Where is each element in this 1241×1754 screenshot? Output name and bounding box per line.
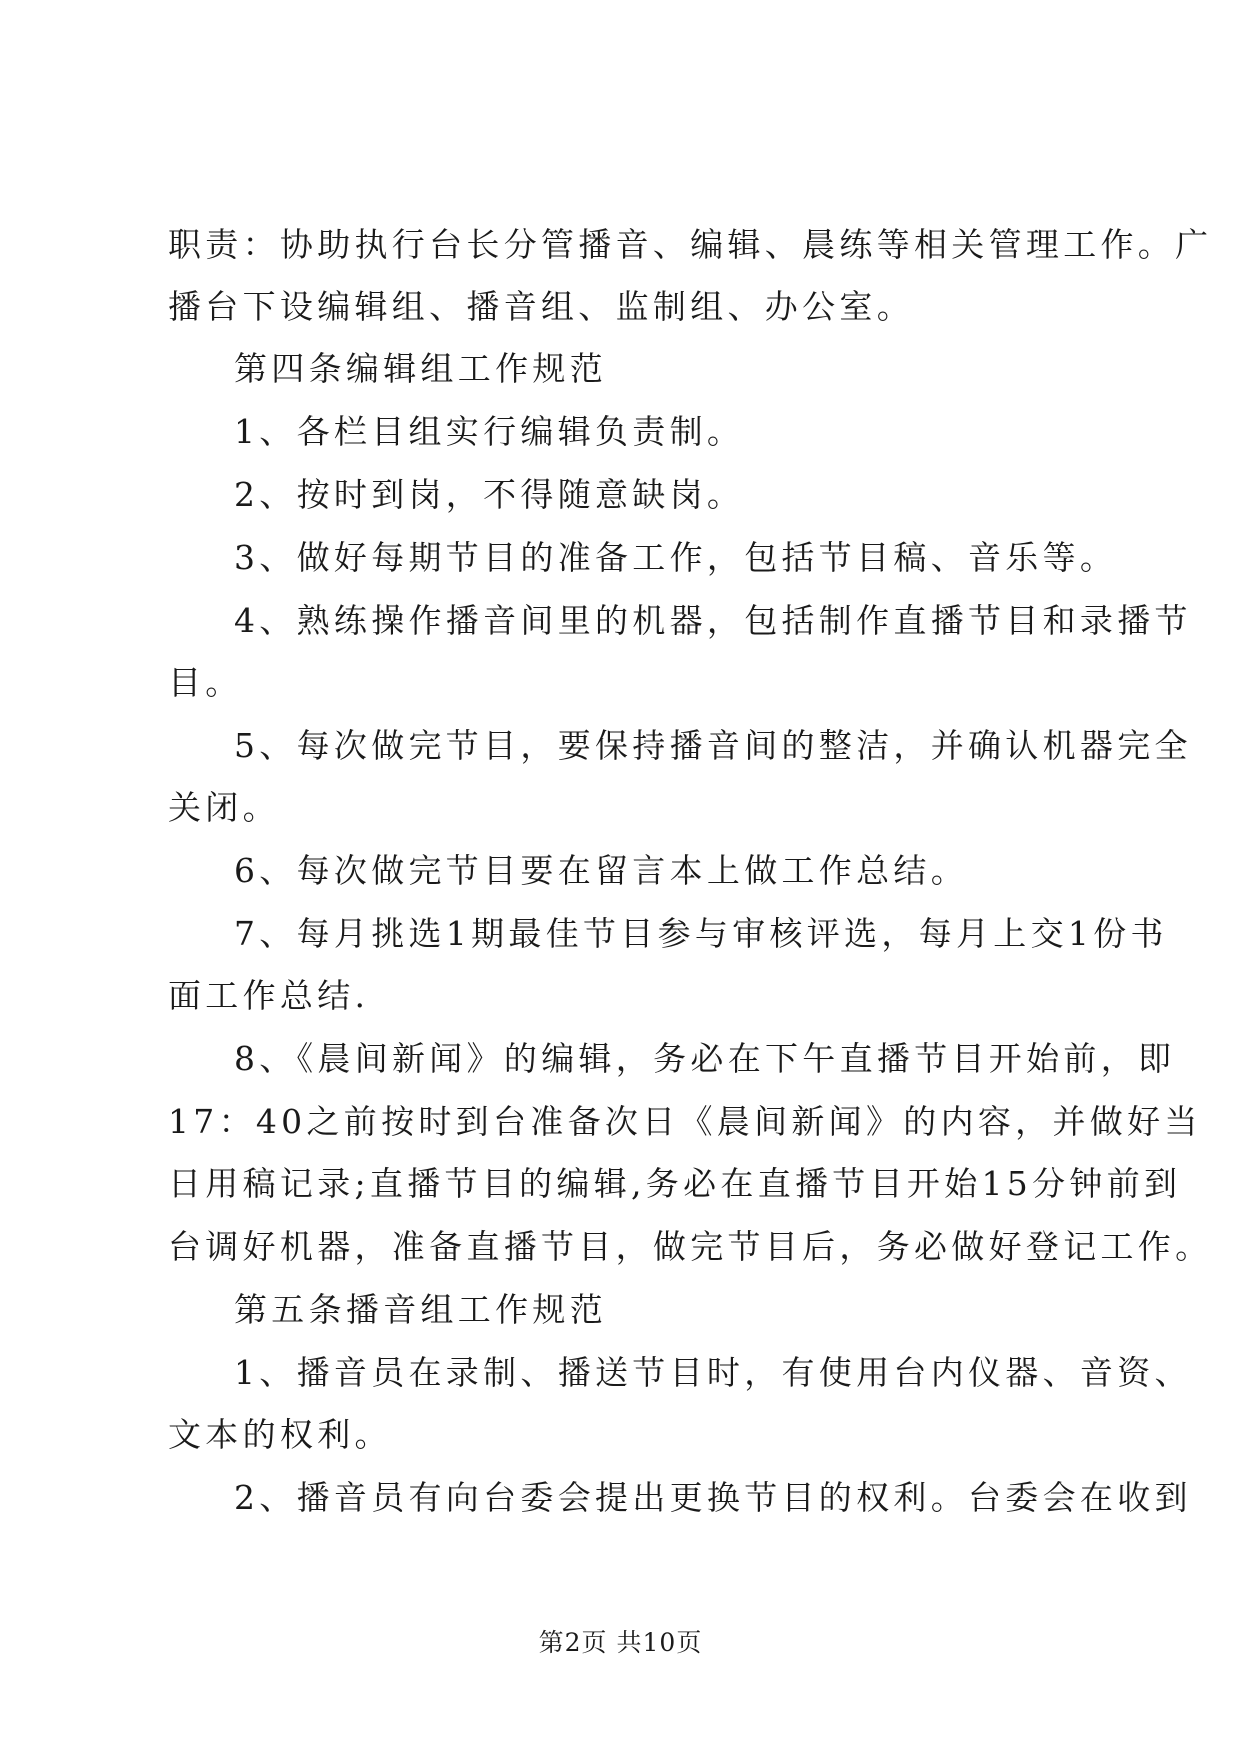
section-heading-article-4: 第四条编辑组工作规范	[234, 349, 607, 388]
body-text-line: 播台下设编辑组、播音组、监制组、办公室。	[168, 287, 914, 326]
body-text-line: 日用稿记录;直播节目的编辑,务必在直播节目开始15分钟前到	[168, 1164, 1182, 1203]
body-text-line: 关闭。	[168, 788, 280, 827]
section-heading-article-5: 第五条播音组工作规范	[234, 1290, 607, 1329]
body-text-line: 文本的权利。	[168, 1415, 392, 1454]
body-text-line: 17：40之前按时到台准备次日《晨间新闻》的内容，并做好当	[168, 1102, 1202, 1141]
body-text-line: 台调好机器，准备直播节目，做完节目后，务必做好登记工作。	[168, 1227, 1213, 1266]
list-item: 4、熟练操作播音间里的机器，包括制作直播节目和录播节	[234, 601, 1192, 640]
body-text-line: 职责：协助执行台长分管播音、编辑、晨练等相关管理工作。广	[168, 225, 1213, 264]
list-item: 1、播音员在录制、播送节目时，有使用台内仪器、音资、	[234, 1353, 1192, 1392]
list-item: 7、每月挑选1期最佳节目参与审核评选，每月上交1份书	[234, 914, 1168, 953]
body-text-line: 面工作总结.	[168, 976, 370, 1015]
list-item: 2、播音员有向台委会提出更换节目的权利。台委会在收到	[234, 1478, 1192, 1517]
list-item: 1、各栏目组实行编辑负责制。	[234, 412, 745, 451]
list-item: 6、每次做完节目要在留言本上做工作总结。	[234, 851, 968, 890]
list-item: 8、《晨间新闻》的编辑，务必在下午直播节目开始前，即	[234, 1039, 1176, 1078]
list-item: 2、按时到岗，不得随意缺岗。	[234, 475, 745, 514]
body-text-line: 目。	[168, 663, 243, 702]
page-number-footer: 第2页 共10页	[538, 1628, 703, 1657]
list-item: 3、做好每期节目的准备工作，包括节目稿、音乐等。	[234, 538, 1118, 577]
list-item: 5、每次做完节目，要保持播音间的整洁，并确认机器完全	[234, 726, 1192, 765]
